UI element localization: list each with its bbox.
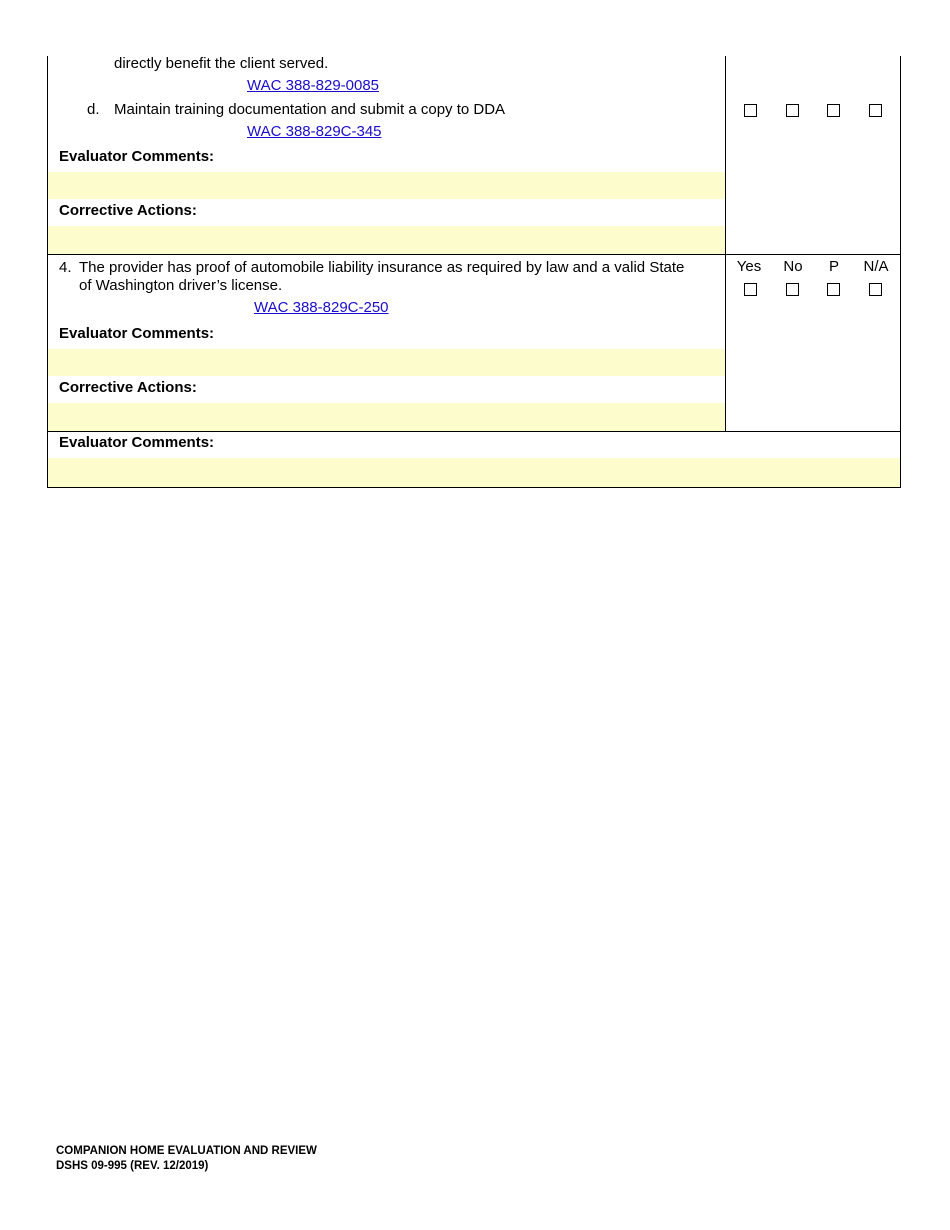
evaluator-comments-field-c[interactable] [48,172,725,199]
option-p-header: P [828,258,839,275]
table-bottom-border [47,487,901,488]
item-d-yes-checkbox[interactable] [744,104,757,117]
item-d-p-checkbox[interactable] [827,104,840,117]
column-divider [725,56,726,432]
item-4-na-checkbox[interactable] [869,283,882,296]
final-evaluator-comments-field[interactable] [48,458,900,487]
item-4-p-checkbox[interactable] [827,283,840,296]
option-no-header: No [783,258,803,275]
evaluator-comments-label-4: Evaluator Comments: [59,325,215,342]
row-divider-2 [47,431,901,432]
evaluator-comments-field-4[interactable] [48,349,725,376]
final-evaluator-comments-label: Evaluator Comments: [59,434,215,451]
item-d-na-checkbox[interactable] [869,104,882,117]
item-4-text-line-1: The provider has proof of automobile liability insurance as required by law and a valid State [79,259,685,276]
option-yes-header: Yes [736,258,762,275]
item-4-yes-checkbox[interactable] [744,283,757,296]
corrective-actions-label-c: Corrective Actions: [59,202,197,219]
item-4-number: 4. [59,259,72,276]
table-right-border [900,56,901,488]
item-d-no-checkbox[interactable] [786,104,799,117]
evaluator-comments-label-c: Evaluator Comments: [59,148,215,165]
footer-form-title: COMPANION HOME EVALUATION AND REVIEW [56,1145,317,1157]
item-d-marker: d. [87,101,100,118]
corrective-actions-field-4[interactable] [48,403,725,431]
corrective-actions-label-4: Corrective Actions: [59,379,197,396]
item-c-text-continuation: directly benefit the client served. [114,55,329,72]
item-4-text-line-2: of Washington driver’s license. [79,277,283,294]
option-na-header: N/A [863,258,889,275]
corrective-actions-field-c[interactable] [48,226,725,254]
wac-link-388-829-0085[interactable]: WAC 388-829-0085 [247,77,380,94]
wac-link-388-829c-345[interactable]: WAC 388-829C-345 [247,123,382,140]
footer-form-number: DSHS 09-995 (REV. 12/2019) [56,1160,209,1172]
row-divider-1 [47,254,901,255]
item-d-text: Maintain training documentation and submit a copy to DDA [114,101,506,118]
item-4-no-checkbox[interactable] [786,283,799,296]
wac-link-388-829c-250[interactable]: WAC 388-829C-250 [254,299,389,316]
